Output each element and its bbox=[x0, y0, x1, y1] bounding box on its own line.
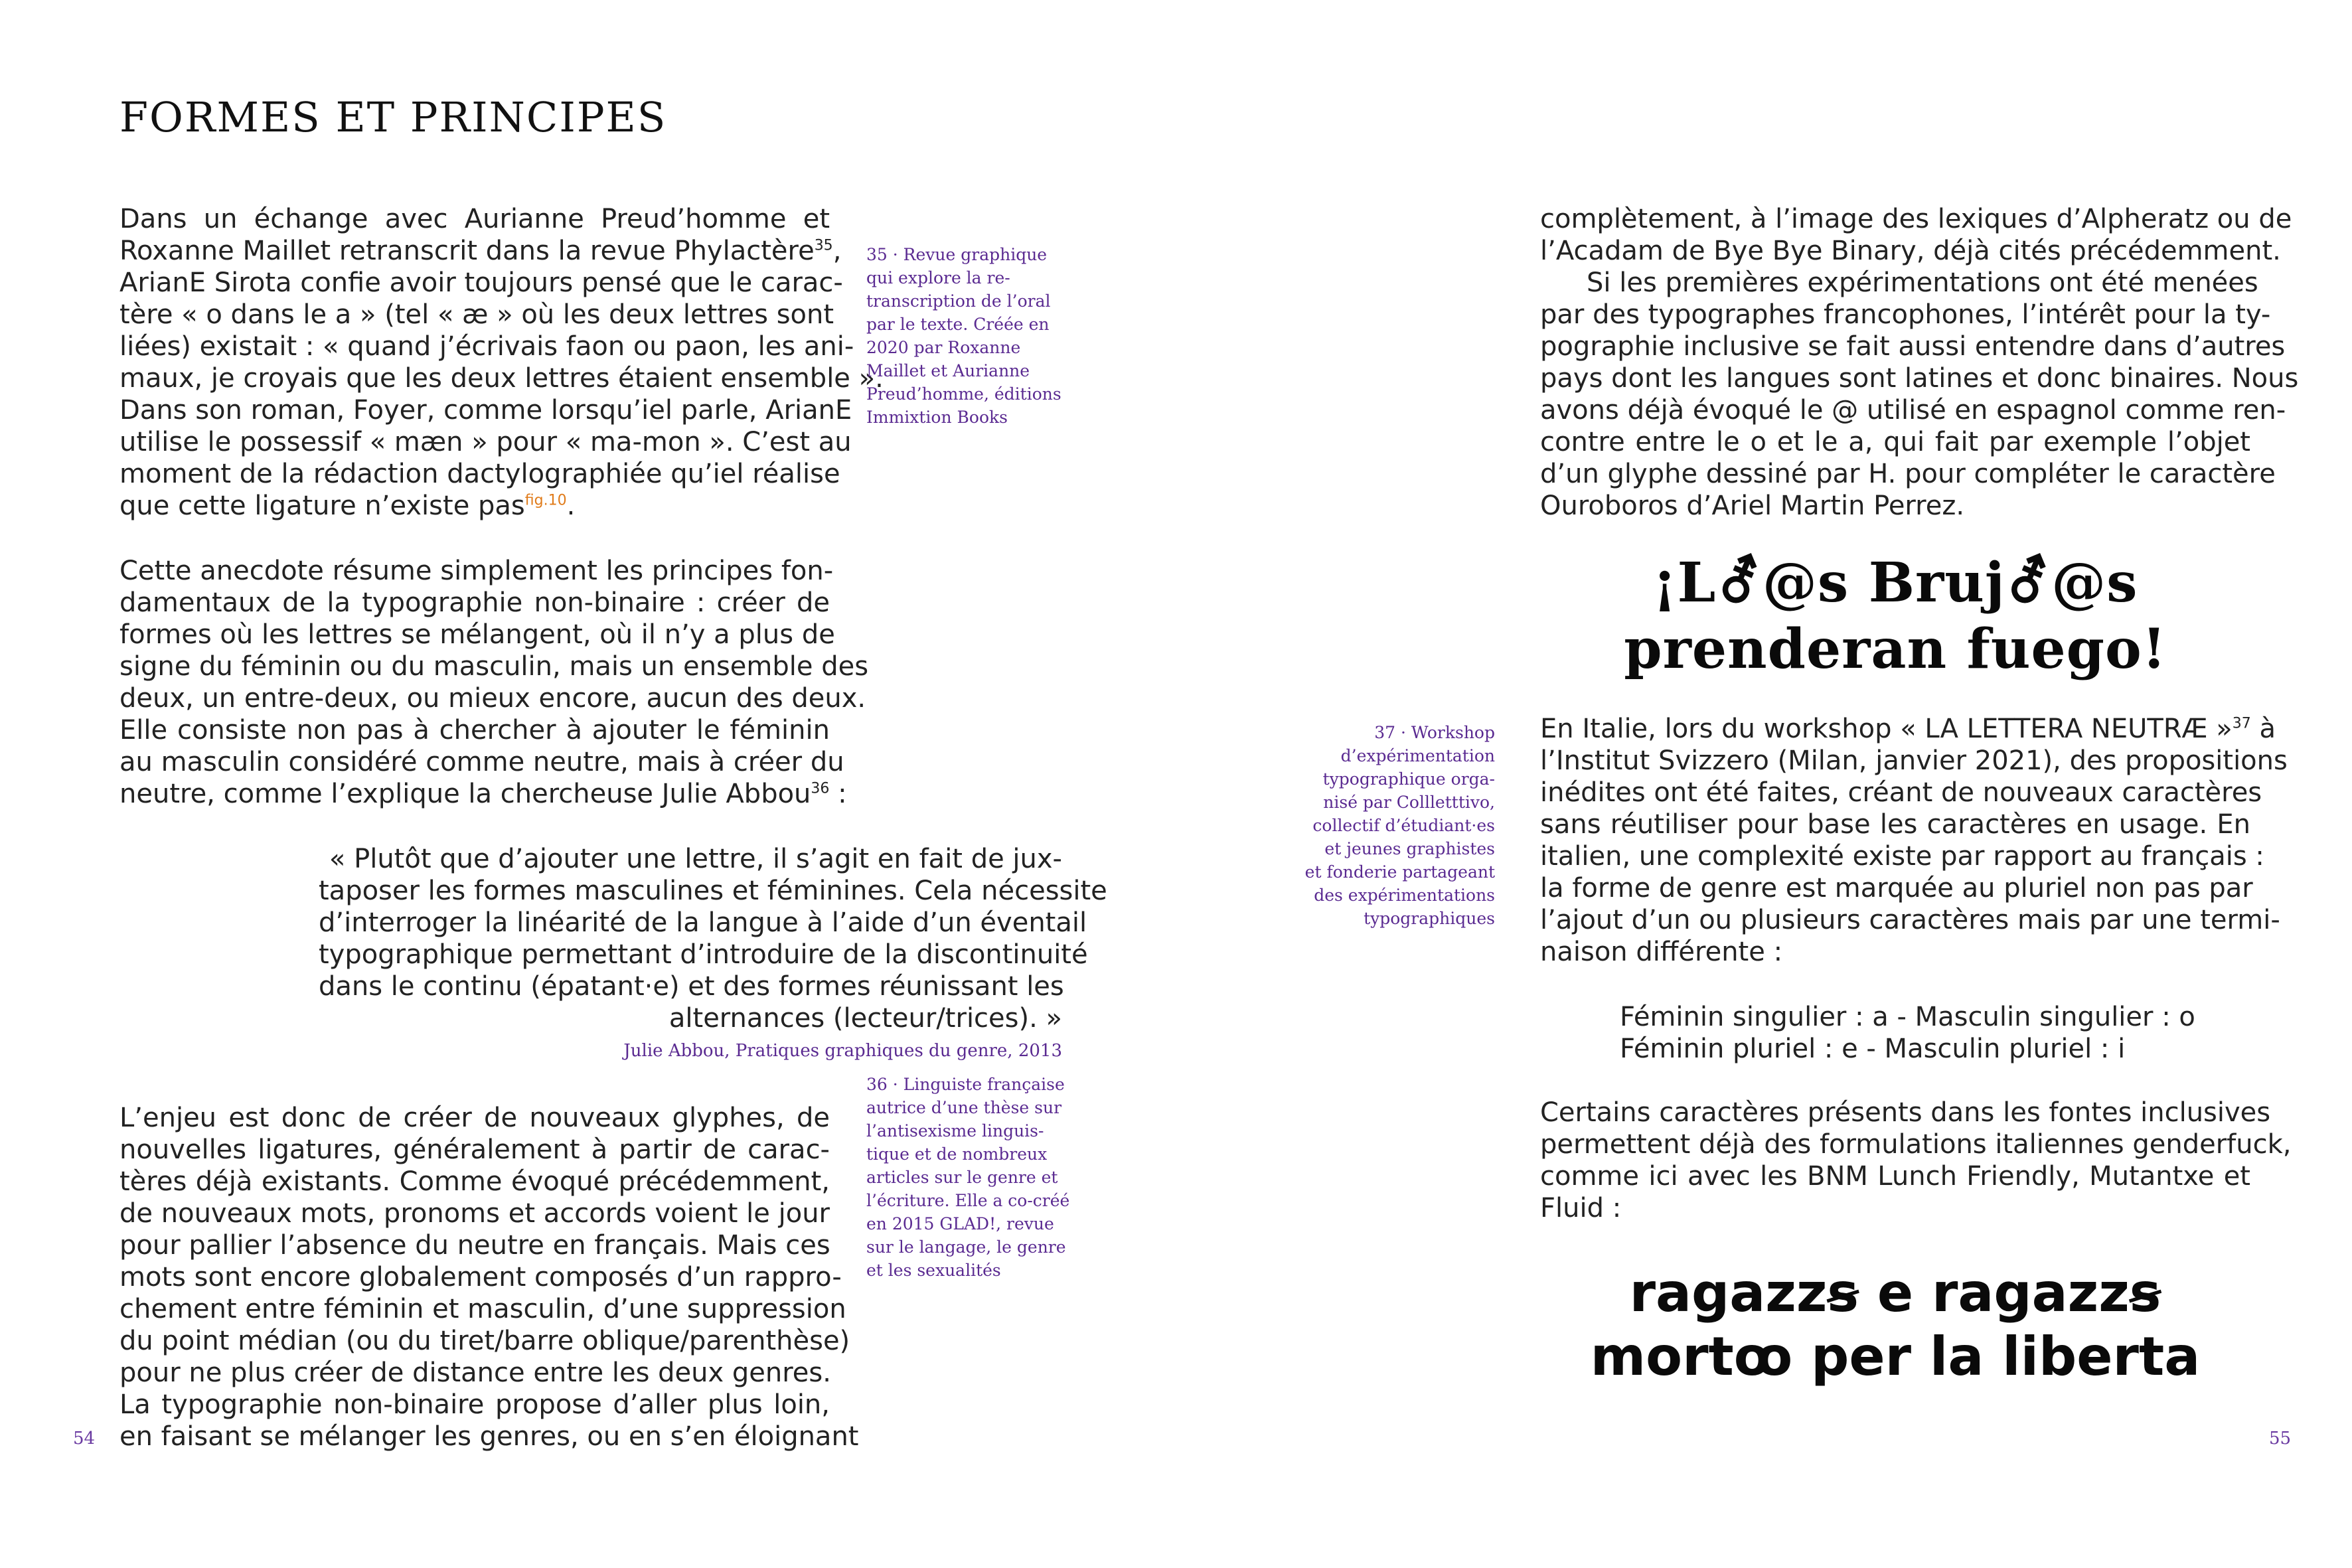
fig-ref[interactable]: fig.10 bbox=[524, 492, 567, 509]
footnote-35: 35 · Revue graphique qui explore la re- transcription de l’oral par le texte. Créée en 2020 par Roxanne Maillet et Aurianne Preud’homme, éditions Immixtion Books bbox=[866, 245, 1061, 427]
display-specimen-spanish: ¡L⚦@s Bruj⚦@s prenderan fuego! bbox=[1624, 551, 2167, 681]
gender-endings: Féminin singulier : a - Masculin singulier : o Féminin pluriel : e - Masculin pluriel : i bbox=[1620, 1002, 2195, 1064]
paragraph-3: L’enjeu est donc de créer de nouveaux glyphes, de nouvelles ligatures, généralement à partir de carac- tères déjà existants. Comme évoqué précédemment, de nouveaux mots, pronoms et accords voient le jour pour pallier l’absence du neutre en français. Mais ces mots sont encore globalement composés d’un rappro- chement entre féminin et masculin, d’une suppression du point médian (ou du tiret/barre oblique/parenthèse) pour ne plus créer de distance entre les deux genres. La typographie non-binaire propose d’aller plus loin, en faisant se mélanger les genres, ou en s’en éloignant bbox=[119, 1103, 859, 1452]
section-title: FORMES ET PRINCIPES bbox=[119, 93, 667, 141]
footnote-36: 36 · Linguiste française autrice d’une thèse sur l’antisexisme linguis- tique et de nombreux articles sur le genre et l’écriture. Elle a co-créé en 2015 GLAD!, revue sur le langage, le genre et les sexualités bbox=[866, 1075, 1070, 1280]
right-page bbox=[1176, 0, 2352, 1568]
display-specimen-italian: ragazzꞩ e ragazzꞩ mortꝏ per la liberta bbox=[1590, 1262, 2201, 1387]
paragraph-r4: Certains caractères présents dans les fontes inclusives permettent déjà des formulations italiennes genderfuck, comme ici avec les BNM Lunch Friendly, Mutantxe et Fluid : bbox=[1540, 1097, 2292, 1223]
page-number-left: 54 bbox=[73, 1429, 96, 1449]
paragraph-1: Dans un échange avec Aurianne Preud’homme et Roxanne Maillet retranscrit dans la revue Phylactère$^{35}$, ArianE Sirota confie avoir toujours pensé que le carac- tère « o dans le a » (tel « æ » où les deux lettres sont liées) existait : « quand j’écrivais faon ou paon, les ani- maux, je croyais que les deux lettres étaient ensemble ». Dans son roman, Foyer, comme lorsqu’iel parle, ArianE utilise le possessif « mæn » pour « ma-mon ». C’est au moment de la rédaction dactylographiée qu’iel réalise que cette ligature n’existe pas$^{fig.10}$. bbox=[119, 204, 884, 521]
paragraph-2: Cette anecdote résume simplement les principes fon- damentaux de la typographie non-binaire : créer de formes où les lettres se mélangent, où il n’y a plus de signe du féminin ou du masculin, mais un ensemble des deux, un entre-deux, ou mieux encore, aucun des deux. Elle consiste non pas à chercher à ajouter le féminin au masculin considéré comme neutre, mais à créer du neutre, comme l’explique la chercheuse Julie Abbou$^{36}$ : bbox=[119, 556, 869, 809]
paragraph-r1: complètement, à l’image des lexiques d’Alpheratz ou de l’Acadam de Bye Bye Binary, déjà cités précédemment. bbox=[1540, 204, 2292, 266]
paragraph-r2: Si les premières expérimentations ont été menées par des typographes francophones, l’intérêt pour la ty- pographie inclusive se fait aussi entendre dans d’autres pays dont les langues sont latines et donc binaires. Nous avons déjà évoqué le @ utilisé en espagnol comme ren- contre entre le o et le a, qui fait par exemple l’objet d’un glyphe dessiné par H. pour compléter le caractère Ouroboros d’Ariel Martin Perrez. bbox=[1540, 268, 2299, 521]
quote-attribution: Julie Abbou, Pratiques graphiques du genre, 2013 bbox=[623, 1041, 1062, 1061]
footnote-37: 37 · Workshop d’expérimentation typographique orga- nisé par Collletttivo, collectif d’étudiant·es et jeunes graphistes et fonderie partageant des expérimentations typographiques bbox=[1304, 723, 1495, 928]
page-number-right: 55 bbox=[2269, 1429, 2292, 1449]
blockquote: « Plutôt que d’ajouter une lettre, il s’agit en fait de jux- taposer les formes masculines et féminines. Cela nécessite d’interroger la linéarité de la langue à l’aide d’un éventail typographique permettant d’introduire de la discontinuité dans le continu (épatant·e) et des formes réunissant les alternances (lecteur/trices). » bbox=[319, 844, 1107, 1034]
paragraph-r3: En Italie, lors du workshop « LA LETTERA NEUTRÆ »$^{37}$ à l’Institut Svizzero (Milan, janvier 2021), des propositions inédites ont été faites, créant de nouveaux caractères sans réutiliser pour base les caractères en usage. En italien, une complexité existe par rapport au français : la forme de genre est marquée au pluriel non pas par l’ajout d’un ou plusieurs caractères mais par une termi- naison différente : bbox=[1540, 714, 2288, 967]
